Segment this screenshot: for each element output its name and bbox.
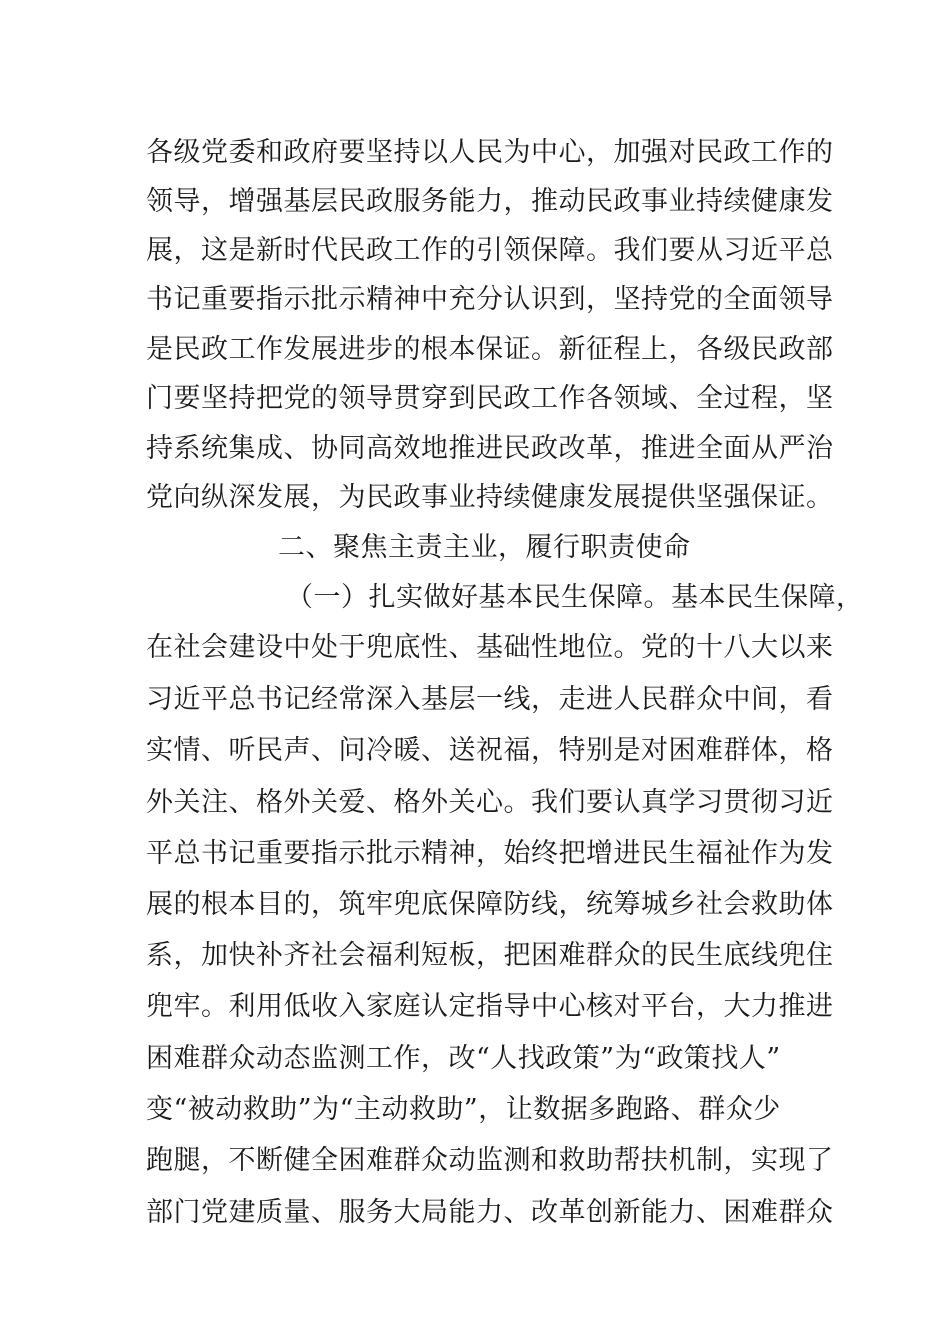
paragraph-line: 门要坚持把党的领导贯穿到民政工作各领域、全过程，坚 — [146, 383, 834, 414]
paragraph-line: 兜牢。利用低收入家庭认定指导中心核对平台，大力推进 — [146, 991, 834, 1022]
paragraph-line: 展的根本目的，筑牢兜底保障防线，统筹城乡社会救助体 — [146, 889, 834, 920]
paragraph-line: 变“被动救助”为“主动救助”，让数据多跑路、群众少 — [146, 1094, 781, 1125]
paragraph-line: 各级党委和政府要坚持以人民为中心，加强对民政工作的 — [146, 137, 834, 168]
paragraph-line: 实情、听民声、问冷暖、送祝福，特别是对困难群体，格 — [146, 735, 834, 766]
paragraph-line: 展，这是新时代民政工作的引领保障。我们要从习近平总 — [146, 235, 834, 266]
paragraph-line: 领导，增强基层民政服务能力，推动民政事业持续健康发 — [146, 186, 834, 217]
paragraph-line: 书记重要指示批示精神中充分认识到，坚持党的全面领导 — [146, 284, 834, 315]
paragraph-line: 部门党建质量、服务大局能力、改革创新能力、困难群众 — [146, 1197, 834, 1228]
paragraph-line: 平总书记重要指示批示精神，始终把增进民生福祉作为发 — [146, 838, 834, 869]
paragraph-line: 持系统集成、协同高效地推进民政改革，推进全面从严治 — [146, 433, 834, 464]
paragraph-line: 党向纵深发展，为民政事业持续健康发展提供坚强保证。 — [146, 482, 834, 513]
paragraph-line: 系，加快补齐社会福利短板，把困难群众的民生底线兜住 — [146, 940, 834, 971]
section-heading: 二、聚焦主责主业，履行职责使命 — [278, 532, 691, 563]
paragraph-line: 习近平总书记经常深入基层一线，走进人民群众中间，看 — [146, 684, 834, 715]
paragraph-line: 困难群众动态监测工作，改“人找政策”为“政策找人” — [146, 1043, 781, 1074]
paragraph-line: 是民政工作发展进步的根本保证。新征程上，各级民政部 — [146, 334, 834, 365]
subsection-lead-line: （一）扎实做好基本民生保障。基本民生保障， — [286, 582, 864, 613]
paragraph-line: 在社会建设中处于兜底性、基础性地位。党的十八大以来 — [146, 632, 834, 663]
paragraph-line: 外关注、格外关爱、格外关心。我们要认真学习贯彻习近 — [146, 787, 834, 818]
paragraph-line: 跑腿，不断健全困难群众动监测和救助帮扶机制，实现了 — [146, 1145, 834, 1176]
